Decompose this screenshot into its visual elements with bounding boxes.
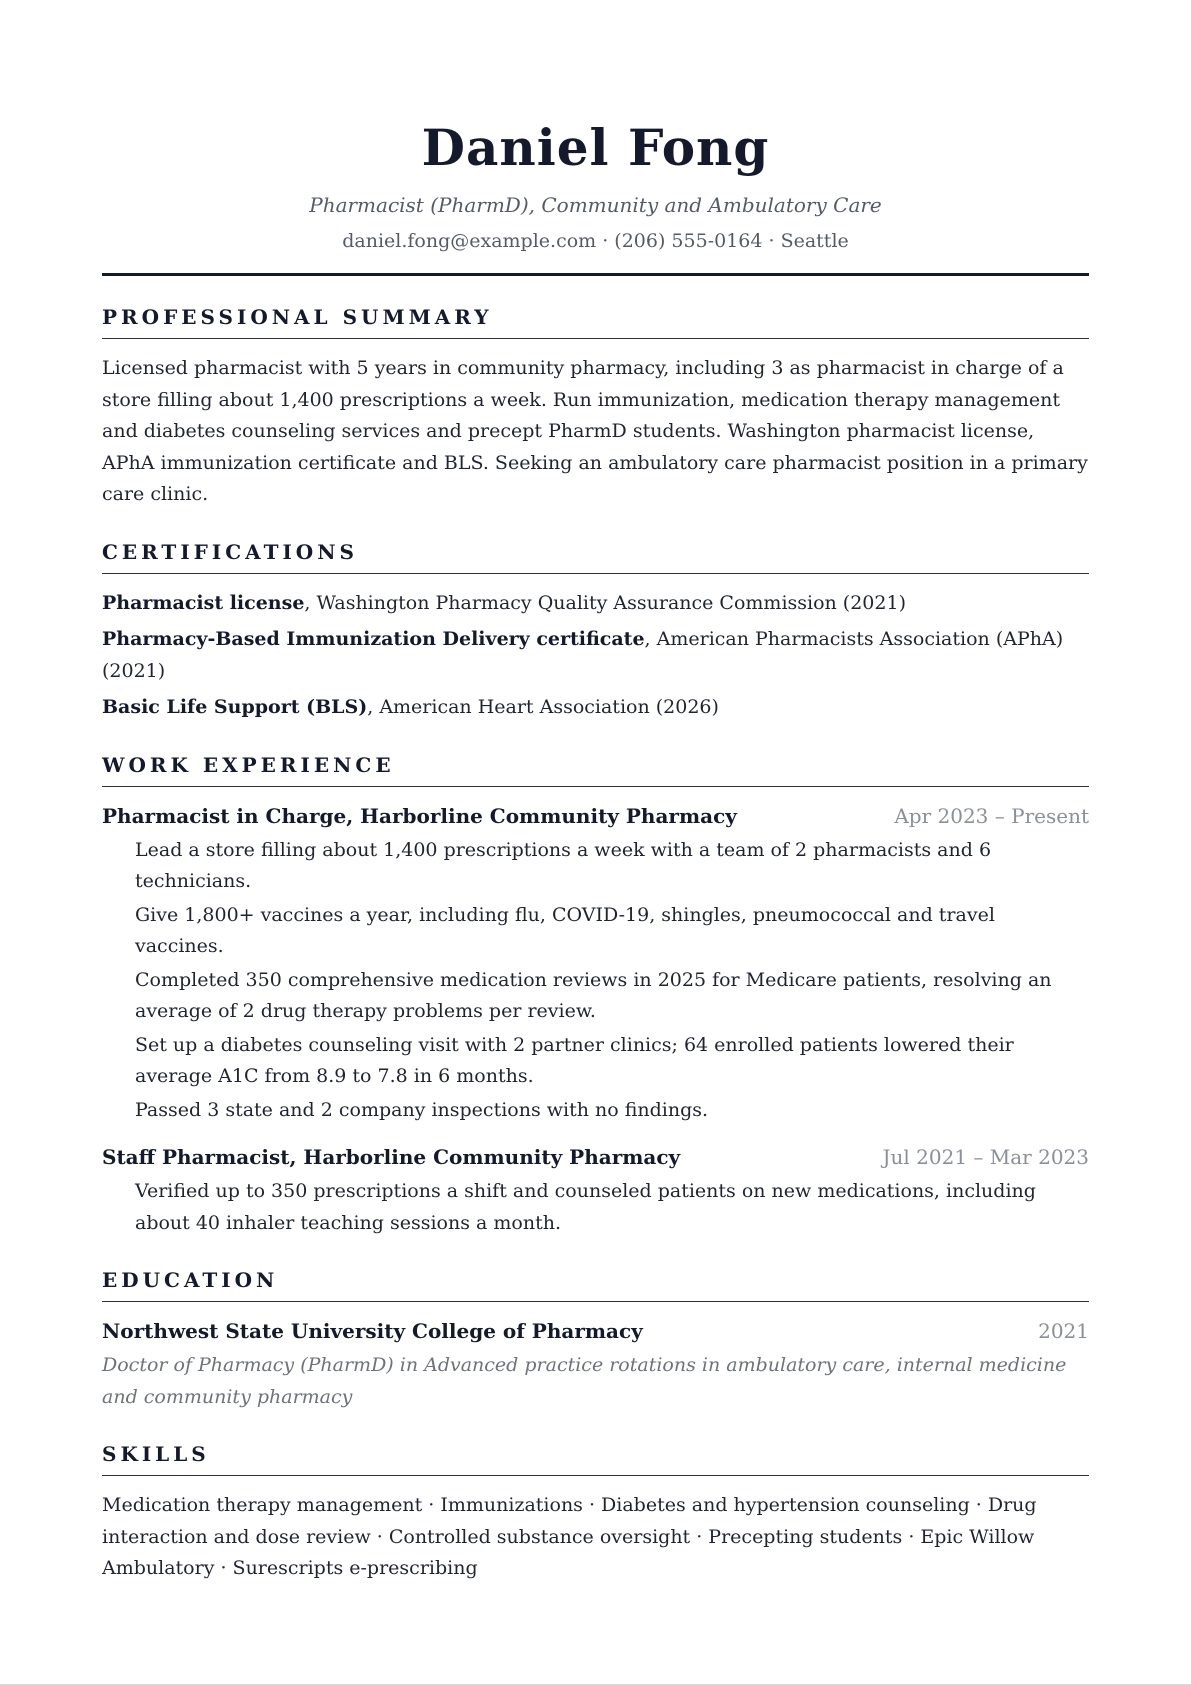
job-entry [102, 801, 1089, 1127]
job-bullet: Passed 3 state and 2 company inspections with no findings. [135, 1098, 709, 1121]
certification-detail: , American Heart Association (2026) [367, 696, 719, 718]
certification-name: Basic Life Support (BLS) [102, 696, 368, 718]
section-title: SKILLS [102, 1441, 1089, 1476]
job-header [102, 801, 1089, 831]
education-header [102, 1316, 1089, 1346]
section-title: EDUCATION [102, 1267, 1089, 1302]
certifications-section [102, 539, 1089, 724]
certification-detail: , American Pharmacists Association (APhA) (2021) [102, 628, 1064, 682]
certification-item [102, 692, 1089, 724]
job-bullet: Set up a diabetes counseling visit with 2 partner clinics; 64 enrolled patients lowered their average A1C from 8.9 to 7.8 in 6 months. [135, 1033, 1014, 1087]
job-dates: Apr 2023 – Present [894, 803, 1089, 828]
skills-section [102, 1441, 1089, 1585]
job-bullets [102, 835, 1089, 1127]
job-bullets [102, 1176, 1089, 1239]
resume-header [102, 0, 1089, 276]
job-bullet: Completed 350 comprehensive medication reviews in 2025 for Medicare patients, resolving an average of 2 drug therapy problems per review. [135, 968, 1052, 1022]
degree-description: Doctor of Pharmacy (PharmD) in Advanced practice rotations in ambulatory care, internal medicine and community pharmacy [102, 1354, 1067, 1408]
certification-detail: , Washington Pharmacy Quality Assurance Commission (2021) [304, 591, 906, 614]
header-divider [102, 273, 1089, 276]
job-bullet: Give 1,800+ vaccines a year, including flu, COVID-19, shingles, pneumococcal and travel vaccines. [135, 903, 995, 957]
education-section [102, 1267, 1089, 1413]
certification-item [102, 624, 1089, 687]
school-name: Northwest State University College of Pharmacy [102, 1319, 643, 1343]
job-header [102, 1142, 1089, 1172]
job-dates: Jul 2021 – Mar 2023 [882, 1145, 1089, 1169]
section-title: PROFESSIONAL SUMMARY [102, 304, 1089, 339]
job-bullet: Lead a store filling about 1,400 prescriptions a week with a team of 2 pharmacists and 6 technicians. [135, 838, 992, 892]
certification-item [102, 588, 1089, 620]
certification-name: Pharmacy-Based Immunization Delivery certificate [102, 628, 645, 650]
section-title: CERTIFICATIONS [102, 539, 1089, 574]
certification-name: Pharmacist license [102, 591, 305, 614]
job-bullet: Verified up to 350 prescriptions a shift and counseled patients on new medications, including about 40 inhaler teaching sessions a month. [135, 1180, 1036, 1234]
contact-line: daniel.fong@example.com · (206) 555-0164 · Seattle [342, 230, 849, 252]
job-title: Staff Pharmacist, Harborline Community Pharmacy [102, 1145, 681, 1169]
summary-text: Licensed pharmacist with 5 years in community pharmacy, including 3 as pharmacist in charge of a store filling about 1,400 prescriptions a week. Run immunization, medication therapy management and diabetes counseling services and precept PharmD students. Washington pharmacist license, APhA immunization certificate and BLS. Seeking an ambulatory care pharmacist position in a primary care clinic. [102, 357, 1088, 505]
section-title: WORK EXPERIENCE [102, 752, 1089, 787]
job-title: Pharmacist in Charge, Harborline Community Pharmacy [102, 803, 737, 828]
skills-text: Medication therapy management · Immunizations · Diabetes and hypertension counseling · Drug interaction and dose review · Controlled substance oversight · Precepting students · Epic Willow Ambulatory · Surescripts e-prescribing [102, 1494, 1037, 1579]
job-entry [102, 1142, 1089, 1239]
summary-section [102, 304, 1089, 511]
candidate-tagline: Pharmacist (PharmD), Community and Ambulatory Care [309, 193, 882, 217]
experience-section [102, 752, 1089, 1240]
graduation-year: 2021 [1038, 1319, 1089, 1343]
candidate-name: Daniel Fong [421, 118, 770, 177]
